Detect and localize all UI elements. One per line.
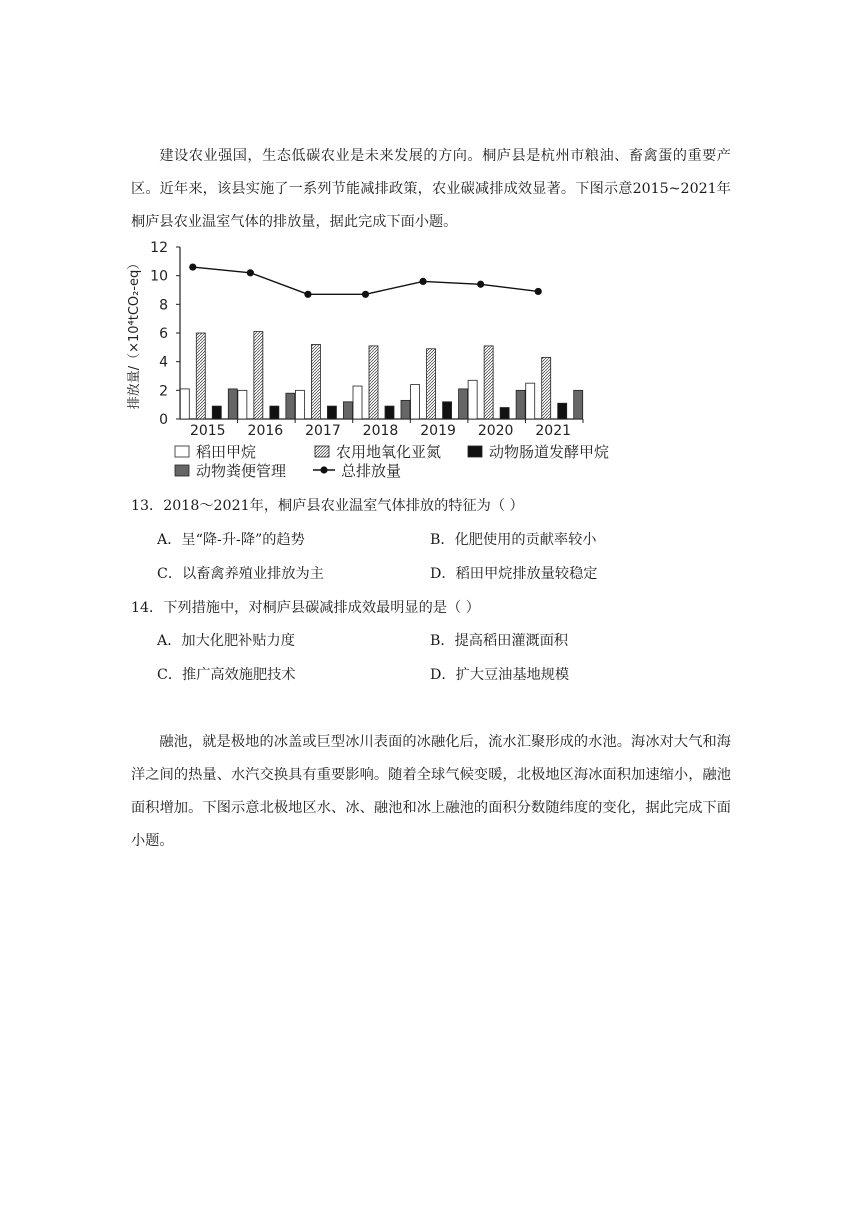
legend-label: 总排放量: [341, 462, 402, 480]
total-line-point: [304, 291, 311, 298]
intro-text-2: 融池，就是极地的冰盖或巨型冰川表面的冰融化后，流水汇聚形成的水池。海冰对大气和海洋之间的热量、水汽交换具有重要影响。随着全球气候变暖，北极地区海冰面积加速缩小，融池面积增加。下图示意北极地区水、冰、融池和冰上融池的面积分数随纬度的变化，据此完成下面小题。: [131, 734, 731, 849]
legend-swatch-dot: [320, 466, 327, 473]
x-tick-label: 2019: [420, 423, 456, 439]
bar-gray: [574, 390, 583, 419]
bar-white: [411, 385, 420, 419]
bar-hatched: [542, 357, 551, 419]
question-13-stem: 13．2018～2021年，桐庐县农业温室气体排放的特征为（ ）: [131, 498, 524, 514]
legend-swatch-black: [468, 446, 482, 457]
bar-gray: [228, 389, 237, 419]
bar-white: [353, 386, 362, 419]
bar-hatched: [427, 349, 436, 419]
chart-legend: [175, 443, 609, 480]
legend-swatch-hatched: [315, 446, 329, 457]
y-tick-label: 0: [159, 412, 168, 428]
q14-option-d[interactable]: D．扩大豆油基地规模: [430, 667, 570, 683]
bar-hatched: [484, 346, 493, 419]
bar-white: [180, 389, 189, 419]
bar-black: [443, 402, 452, 419]
bar-black: [385, 406, 394, 419]
intro-paragraph-1: [131, 140, 731, 239]
y-tick-label: 4: [159, 354, 168, 371]
chart-total-line: [189, 263, 542, 297]
y-tick-label: 12: [150, 240, 168, 256]
bar-gray: [459, 389, 468, 419]
bar-gray: [343, 402, 352, 419]
q13-option-d[interactable]: D．稻田甲烷排放量较稳定: [430, 566, 598, 582]
bar-white: [526, 383, 535, 419]
legend-label: 稻田甲烷: [196, 443, 257, 461]
legend-label: 动物粪便管理: [196, 462, 287, 480]
bar-hatched: [254, 332, 263, 419]
legend-label: 农用地氧化亚氮: [336, 443, 442, 461]
x-tick-label: 2015: [189, 423, 226, 439]
bar-hatched: [196, 333, 205, 419]
total-line-point: [535, 288, 542, 295]
y-tick-label: 6: [159, 326, 168, 342]
q13-option-a[interactable]: A．呈“降-升-降”的趋势: [157, 532, 305, 548]
q14-option-a[interactable]: A．加大化肥补贴力度: [157, 633, 295, 649]
y-tick-label: 2: [159, 383, 168, 400]
total-line-point: [247, 269, 254, 276]
y-tick-label: 10: [150, 268, 168, 285]
total-line-point: [419, 278, 426, 285]
x-tick-label: 2021: [535, 423, 572, 439]
x-tick-label: 2016: [247, 423, 284, 439]
legend-swatch-gray: [175, 465, 189, 476]
bar-white: [295, 390, 304, 419]
total-line-point: [362, 291, 369, 298]
bar-black: [270, 406, 279, 419]
intro-text-1: 建设农业强国，生态低碳农业是未来发展的方向。桐庐县是杭州市粮油、畜禽蛋的重要产区。近年来，该县实施了一系列节能减排政策，农业碳减排成效显著。下图示意2015~2021年桐庐县农业温室气体的排放量，据此完成下面小题。: [131, 148, 731, 230]
q13-option-b[interactable]: B．化肥使用的贡献率较小: [430, 532, 597, 548]
q13-option-c[interactable]: C．以畜禽养殖业排放为主: [157, 566, 324, 582]
total-line-path: [193, 267, 538, 294]
x-tick-label: 2018: [362, 423, 399, 439]
bar-black: [558, 403, 567, 419]
bar-hatched: [369, 346, 378, 419]
q14-option-b[interactable]: B．提高稻田灌溉面积: [430, 633, 569, 649]
y-axis-label: 排放量/（×10⁴tCO₂-eq）: [127, 256, 142, 410]
bar-gray: [516, 390, 525, 419]
chart-bars: [180, 332, 582, 419]
bar-black: [327, 406, 336, 419]
x-tick-label: 2017: [305, 423, 341, 439]
bar-white: [238, 390, 247, 419]
legend-swatch-white: [175, 446, 189, 457]
intro-paragraph-2: [131, 726, 731, 858]
bar-gray: [286, 393, 295, 419]
total-line-point: [477, 281, 484, 288]
bar-black: [500, 408, 509, 419]
y-tick-label: 8: [159, 297, 168, 314]
bar-hatched: [311, 344, 320, 419]
emissions-chart: [125, 236, 635, 488]
bar-gray: [401, 400, 410, 419]
bar-white: [468, 380, 477, 419]
x-tick-label: 2020: [477, 423, 514, 439]
legend-label: 动物肠道发酵甲烷: [489, 443, 610, 461]
total-line-point: [189, 263, 196, 270]
q14-option-c[interactable]: C．推广高效施肥技术: [157, 667, 296, 683]
question-14-stem: 14．下列措施中，对桐庐县碳减排成效最明显的是（ ）: [131, 600, 480, 616]
bar-black: [212, 406, 221, 419]
